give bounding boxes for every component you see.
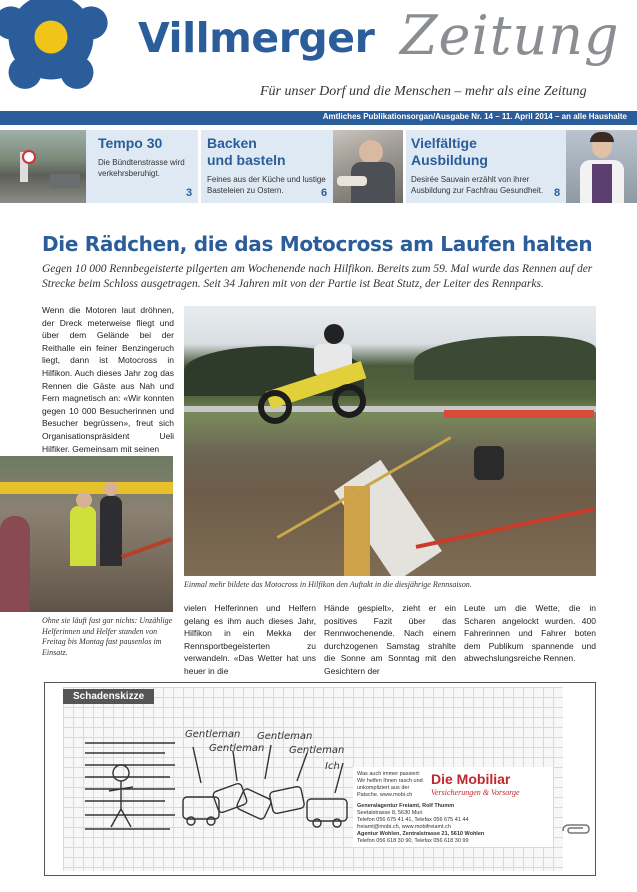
article-lead: Gegen 10 000 Rennbegeisterte pilgerten am Wochenende nach Hilfikon. Bereits zum 59. Mal wurde das Rennen auf der Strecke beim Schloss ausgetragen. Seit 34 Jahren mit von der Partie ist Beat Stutz, der Leiter des Rennparks. [42, 263, 593, 290]
sketch-word: Gentleman [289, 745, 345, 756]
masthead-tagline: Für unser Dorf und die Menschen – mehr als eine Zeitung [260, 84, 587, 99]
issue-banner-text: Amtliches Publikationsorgan/Ausgabe Nr. 14 – 11. April 2014 – an alle Haushalte [322, 112, 627, 121]
teaser-title: Tempo 30 [98, 135, 163, 151]
mobiliar-advertisement[interactable] [44, 682, 596, 876]
agency2-name: Agentur Wohlen, Zentralstrasse 21, 5610 Wohlen [357, 831, 485, 837]
baking-photo [333, 130, 403, 203]
agency-address: Seetalstrasse 8, 5630 Muri [357, 810, 423, 816]
teaser-tempo30[interactable] [0, 130, 198, 203]
sketch-word: Gentleman [185, 729, 241, 740]
masthead [0, 0, 637, 112]
masthead-title-script: Zeitung [400, 4, 620, 67]
teaser-backen[interactable] [201, 130, 403, 203]
motocross-photo-caption: Einmal mehr bildete das Motocross in Hilfikon den Auftakt in die diesjährige Rennsaison. [184, 580, 472, 589]
trainee-photo [566, 130, 637, 203]
teaser-title: Vielfältige Ausbildung [411, 135, 488, 168]
article-column-2: vielen Helferinnen und Helfern gelang es ihm auch dieses Jahr, Hilfikon in ein Mekka der Rennsportbegeisterten zu verwandeln. «Das Wetter hat uns heuer in die [184, 603, 316, 676]
village-crest-logo [0, 0, 110, 96]
agency-web-link[interactable]: freiamt@mobi.ch, www.mobifreiamt.ch [357, 824, 451, 830]
mobiliar-brand-sub: Versicherungen & Vorsorge [431, 788, 520, 797]
article-column-4: Leute um die Wette, die in Scharen angelockt wurden. 400 Fahrerinnen und Fahrer boten dem Publikum spannende und abwechslungsreiche Rennen. [464, 603, 596, 664]
ad-slogan: Was auch immer passiert: Wir helfen Ihnen rasch und unkompliziert aus der Patsche. www.mobi.ch [357, 771, 423, 798]
article-column-3: Hände gespielt», zieht er ein positives Fazit über das Rennwochenende. Nach einem durchzogenen Samstag strahlte die Sonne am Sonntag mit den Gesichtern der [324, 603, 456, 676]
motocross-photo [184, 306, 596, 576]
masthead-title: Villmerger [138, 14, 375, 62]
sketch-word: Ich [325, 761, 340, 772]
mobiliar-brand: Die Mobiliar [431, 771, 511, 787]
teaser-page-number: 3 [186, 187, 193, 199]
agency2-phone: Telefon 056 618 30 90, Telefax 056 618 30 99 [357, 838, 469, 844]
agency-name: Generalagentur Freiamt, Rolf Thumm [357, 803, 455, 809]
mobiliar-contact-box [353, 767, 553, 847]
article-headline: Die Rädchen, die das Motocross am Laufen halten [42, 232, 593, 256]
teaser-text: Feines aus der Küche und lustige Basteleien zu Ostern. [207, 175, 326, 195]
paperclip-icon [561, 823, 591, 839]
article-column-1: Wenn die Motoren laut dröhnen, der Dreck meterweise fliegt und über dem Gelände bei der Reithalle ein feiner Benzingeruch liegt, dann ist Motocross in Hilfikon. Auch dieses Jahr zog das Rennen die Gäste aus Nah und Fern magnetisch an: «Wir konnten gegen 10 000 Besucherinnen und Besucher begrüssen», freut sich Organisationspräsident Ueli Hilfiker. Gemeinsam mit seinen [42, 305, 174, 454]
teaser-title: Backen und basteln [207, 135, 286, 168]
teaser-page-number: 6 [321, 187, 328, 199]
issue-banner [0, 111, 637, 125]
helpers-photo [0, 456, 173, 612]
helpers-photo-caption: Ohne sie läuft fast gar nichts: Unzählige Helferinnen und Helfer standen von Freitag bis Montag fast pausenlos im Einsatz. [42, 616, 173, 657]
ad-label: Schadenskizze [63, 689, 154, 704]
sketch-word: Gentleman [209, 743, 265, 754]
street-photo [0, 130, 86, 203]
teaser-text: Die Bündtenstrasse wird verkehrsberuhigt. [98, 158, 185, 178]
teaser-page-number: 8 [554, 187, 561, 199]
sketch-word: Gentleman [257, 731, 313, 742]
teaser-ausbildung[interactable] [406, 130, 637, 203]
agency-phone: Telefon 056 675 41 41, Telefax 056 675 41 44 [357, 817, 469, 823]
teaser-text: Desirée Sauvain erzählt von ihrer Ausbildung zur Fachfrau Gesundheit. [411, 175, 544, 195]
